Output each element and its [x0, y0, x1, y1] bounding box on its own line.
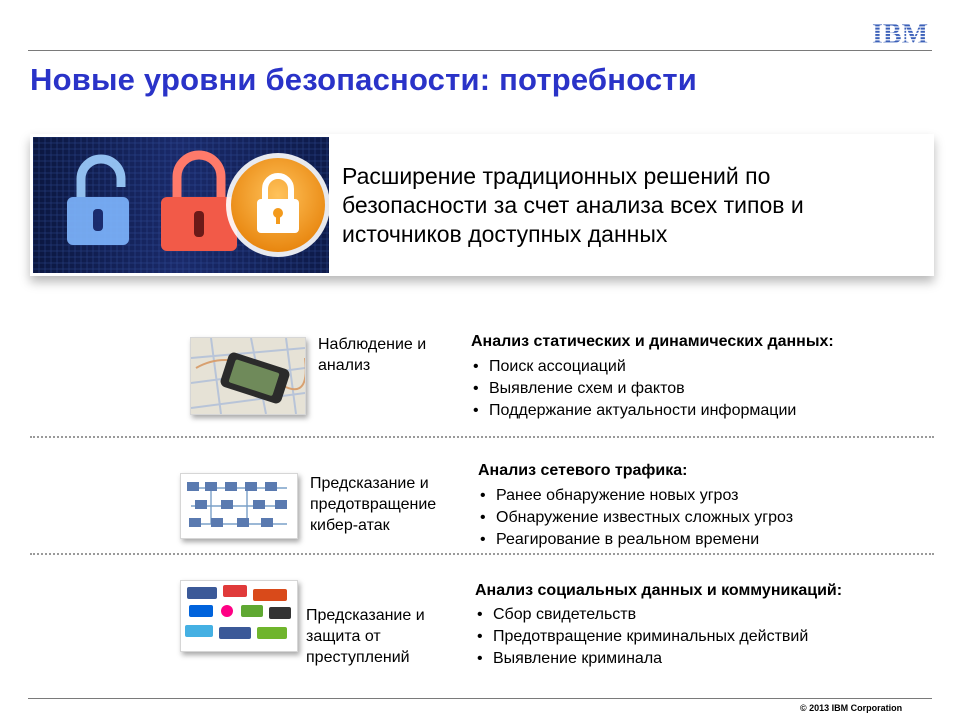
- section-2-image: [180, 473, 298, 539]
- ibm-logo: [868, 18, 932, 46]
- bottom-rule: [28, 698, 932, 699]
- copyright: © 2013 IBM Corporation: [800, 703, 903, 713]
- list-item: • Реагирование в реальном времени: [478, 529, 793, 551]
- list-item: • Выявление схем и фактов: [471, 378, 796, 400]
- section-3-heading: Анализ социальных данных и коммуникаций:: [475, 582, 843, 599]
- section-1-image: [190, 337, 306, 415]
- list-item: • Обнаружение известных сложных угроз: [478, 507, 793, 529]
- list-item: • Поддержание актуальности информации: [471, 400, 796, 422]
- section-3-image: [180, 580, 298, 652]
- hero-text: Расширение традиционных решений по безопасности за счет анализа всех типов и источников доступных данных: [342, 163, 804, 247]
- section-2-heading: Анализ сетевого трафика:: [478, 462, 688, 479]
- svg-text:IBM: IBM: [872, 19, 928, 46]
- hero-banner: [30, 134, 934, 276]
- section-1-heading: Анализ статических и динамических данных:: [471, 333, 834, 350]
- slide-title: Новые уровни безопасности: потребности: [30, 62, 698, 97]
- list-item: • Выявление криминала: [475, 648, 808, 670]
- padlock-banner-image: [33, 137, 329, 273]
- list-item: • Поиск ассоциаций: [471, 356, 796, 378]
- top-rule: [28, 50, 932, 51]
- section-1-label: Наблюдение и анализ: [318, 336, 427, 374]
- section-3-label: Предсказание и защита от преступлений: [306, 607, 425, 666]
- section-2-label: Предсказание и предотвращение кибер-атак: [310, 475, 437, 534]
- section-2-list: [478, 485, 793, 551]
- list-item: • Ранее обнаружение новых угроз: [478, 485, 793, 507]
- list-item: • Предотвращение криминальных действий: [475, 626, 808, 648]
- orange-lock-badge-icon: [226, 153, 329, 257]
- separator-2: [30, 553, 934, 555]
- separator-1: [30, 436, 934, 438]
- list-item: • Сбор свидетельств: [475, 604, 808, 626]
- section-1-list: [471, 356, 796, 422]
- section-3-list: [475, 604, 808, 670]
